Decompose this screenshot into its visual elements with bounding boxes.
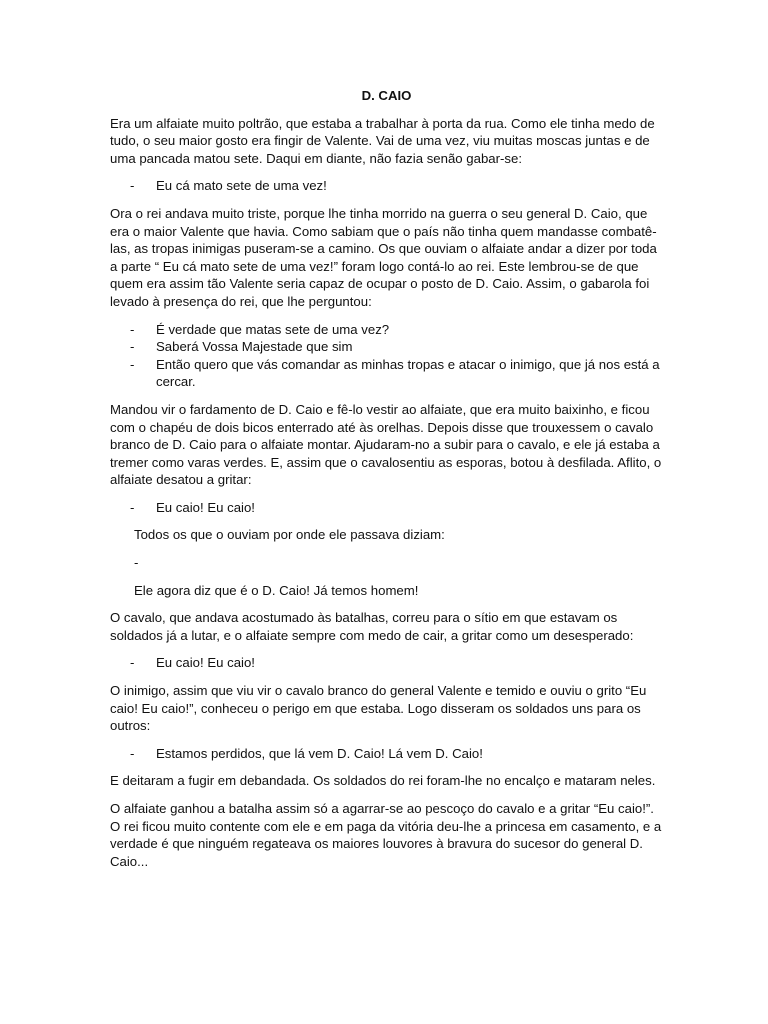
dash-bullet: - [130, 339, 135, 355]
list-item [110, 745, 663, 763]
paragraph-6: E deitaram a fugir em debandada. Os soldados do rei foram-lhe no encalço e mataram neles. [110, 773, 656, 789]
paragraph-3: Mandou vir o fardamento de D. Caio e fê-lo vestir ao alfaiate, que era muito baixinho, e ficou com o chapéu de dois bicos enterrado até às orelhas. Depois disse que trouxessem o cavalo branco de D. Caio para o alfaiate montar. Ajudaram-no a subir para o cavalo, e ele já estaba a tremer como varas verdes. E, assim que o cavalosentiu as esporas, botou à desfilada. Aflito, o alfaiate desatou a gritar: [110, 401, 662, 488]
dash-bullet: - [130, 356, 135, 372]
page-title: D. CAIO [361, 88, 412, 103]
list-item [110, 338, 663, 356]
dialogue-list-2 [110, 321, 663, 391]
list-item [110, 177, 663, 195]
list-item [110, 499, 663, 517]
indented-paragraph-2: Ele agora diz que é o D. Caio! Já temos homem! [134, 582, 419, 598]
dash-bullet: - [130, 655, 135, 671]
dialogue-list-1 [110, 177, 663, 195]
dash-bullet: - [130, 499, 135, 515]
dialogue-list-4 [110, 654, 663, 672]
empty-dash-line [110, 554, 663, 572]
indented-paragraph-1: Todos os que o ouviam por onde ele passava diziam: [134, 527, 445, 543]
paragraph-7: O alfaiate ganhou a batalha assim só a agarrar-se ao pescoço do cavalo e a gritar “Eu caio!”. O rei ficou muito contente com ele e em paga da vitória deu-lhe a princesa em casamento, e a verdade é que ninguém regateava os maiores louvores à bravura do sucesor do general D. Caio... [110, 801, 662, 869]
dash-bullet: - [130, 321, 135, 337]
list-item-text: Eu caio! Eu caio! [156, 655, 255, 671]
list-item [110, 654, 663, 672]
list-item-text: Então quero que vás comandar as minhas tropas e atacar o inimigo, que já nos está a cercar. [156, 356, 660, 390]
paragraph-4: O cavalo, que andava acostumado às batalhas, correu para o sítio em que estavam os soldados já a lutar, e o alfaiate sempre com medo de cair, a gritar como um desesperado: [110, 610, 634, 643]
dash-bullet: - [130, 178, 135, 194]
list-item-text: Saberá Vossa Majestade que sim [156, 339, 353, 355]
list-item [110, 321, 663, 339]
list-item-text: Eu caio! Eu caio! [156, 499, 255, 515]
paragraph-2: Ora o rei andava muito triste, porque lhe tinha morrido na guerra o seu general D. Caio, que era o maior Valente que havia. Como sabiam que o país não tinha quem mandasse combatê-las, as tropas inimigas puseram-se a camino. Os que ouviam o alfaiate andar a dizer por toda a parte “ Eu cá mato sete de uma vez!” foram logo contá-lo ao rei. Este lembrou-se de que quem era assim tão Valente seria capaz de ocupar o posto de D. Caio. Assim, o gabarola foi levado à presença do rei, que lhe perguntou: [110, 205, 657, 309]
dash-bullet: - [130, 745, 135, 761]
dash-bullet: - [134, 555, 139, 571]
dialogue-list-5 [110, 745, 663, 763]
list-item-text: É verdade que matas sete de uma vez? [156, 321, 390, 337]
paragraph-5: O inimigo, assim que viu vir o cavalo branco do general Valente e temido e ouviu o grito “Eu caio! Eu caio!”, conheceu o perigo em que estaba. Logo disseram os soldados uns para os outros: [110, 683, 647, 734]
dialogue-list-3 [110, 499, 663, 517]
paragraph-1: Era um alfaiate muito poltrão, que estaba a trabalhar à porta da rua. Como ele tinha medo de tudo, o seu maior gosto era fingir de Valente. Vai de uma vez, viu muitas moscas juntas e de uma pancada matou sete. Daqui em diante, não fazia senão gabar-se: [110, 115, 655, 166]
list-item-text: Eu cá mato sete de uma vez! [156, 178, 327, 194]
document-page [110, 87, 663, 880]
list-item-text: Estamos perdidos, que lá vem D. Caio! Lá vem D. Caio! [156, 745, 483, 761]
list-item [110, 356, 663, 391]
